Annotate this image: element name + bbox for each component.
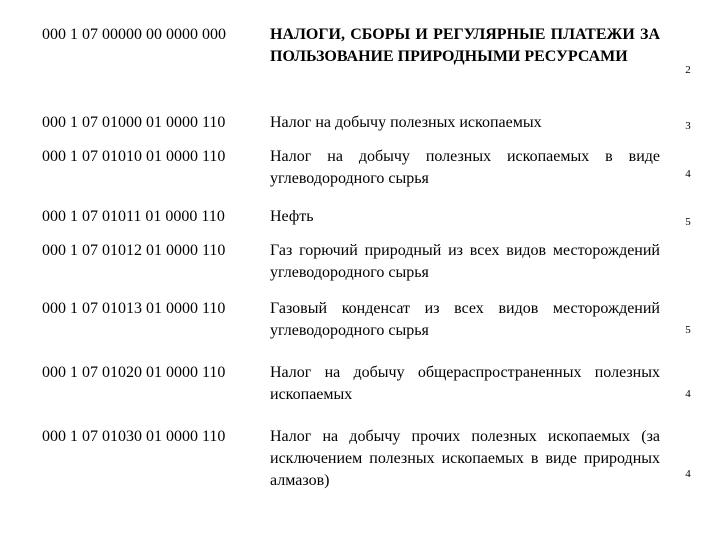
budget-code: 000 1 07 01020 01 0000 110: [42, 364, 226, 381]
row-title: Нефть: [270, 208, 314, 225]
row-value: 5: [685, 216, 691, 228]
budget-code: 000 1 07 01010 01 0000 110: [42, 148, 226, 165]
budget-code: 000 1 07 01011 01 0000 110: [42, 208, 225, 225]
row-title: Газовый конденсат из всех видов месторождений углеводородного сырья: [270, 300, 660, 339]
row-title: Налог на добычу полезных ископаемых в виде углеводородного сырья: [270, 148, 660, 187]
row-title: Налог на добычу полезных ископаемых: [270, 114, 542, 131]
budget-code: 000 1 07 01013 01 0000 110: [42, 300, 226, 317]
row-value: 4: [685, 168, 691, 180]
row-title: Налог на добычу прочих полезных ископаемых (за исключением полезных ископаемых в виде природных алмазов): [270, 428, 660, 489]
budget-code: 000 1 07 01030 01 0000 110: [42, 428, 226, 445]
row-value: 4: [685, 468, 691, 480]
budget-code: 000 1 07 01000 01 0000 110: [42, 114, 226, 131]
row-value: 2: [685, 64, 691, 76]
row-title: НАЛОГИ, СБОРЫ И РЕГУЛЯРНЫЕ ПЛАТЕЖИ ЗА ПОЛЬЗОВАНИЕ ПРИРОДНЫМИ РЕСУРСАМИ: [270, 26, 660, 65]
budget-code: 000 1 07 00000 00 0000 000: [42, 26, 226, 43]
budget-code: 000 1 07 01012 01 0000 110: [42, 242, 226, 259]
row-title: Налог на добычу общераспространенных полезных ископаемых: [270, 364, 660, 403]
row-title: Газ горючий природный из всех видов месторождений углеводородного сырья: [270, 242, 660, 281]
row-value: 4: [685, 388, 691, 400]
row-value: 5: [685, 324, 691, 336]
row-value: 3: [685, 120, 691, 132]
